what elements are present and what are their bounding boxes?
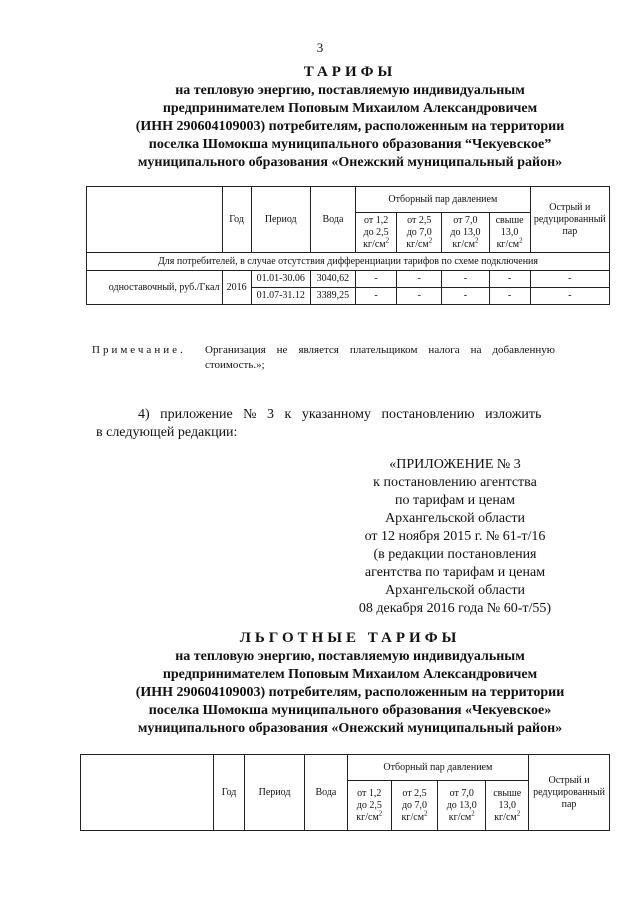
cell-period: 01.07-31.12 bbox=[251, 288, 310, 305]
header-year: Год bbox=[214, 755, 245, 831]
note-label: Примечание. bbox=[92, 344, 186, 356]
appendix-line: (в редакции постановления bbox=[373, 547, 537, 562]
appendix-line: от 12 ноября 2015 г. № 61-т/16 bbox=[364, 529, 546, 544]
header-sharp-steam bbox=[530, 187, 609, 253]
cell-steam2: - bbox=[397, 288, 442, 305]
header-period: Период bbox=[244, 755, 304, 831]
appendix-line: Архангельской области bbox=[385, 511, 525, 526]
paragraph-line: 4) приложение № 3 к указанному постановлению изложить bbox=[138, 407, 542, 422]
header-steam-col1: от 1,2 до 2,5 $кг/см^2$ bbox=[347, 781, 391, 831]
cell-period: 01.01-30.06 bbox=[251, 271, 310, 288]
subtitle-line: муниципального образования «Онежский муниципальный район» bbox=[137, 155, 563, 170]
header-period: Период bbox=[251, 187, 310, 253]
cell-steam1: - bbox=[356, 288, 397, 305]
header-steam-col3: от 7,0 до 13,0 $кг/см^2$ bbox=[438, 781, 486, 831]
table-row bbox=[87, 271, 610, 288]
tariffs-title: ТАРИФЫ bbox=[303, 64, 397, 80]
paragraph-line: в следующей редакции: bbox=[96, 425, 238, 440]
cell-steam4: - bbox=[489, 288, 530, 305]
preferential-tariffs-subtitle bbox=[80, 648, 620, 738]
header-sharp-steam bbox=[529, 755, 610, 831]
tariffs-subtitle bbox=[80, 82, 620, 172]
appendix-line: «ПРИЛОЖЕНИЕ № 3 bbox=[389, 457, 521, 472]
subtitle-line: муниципального образования «Онежский муниципальный район» bbox=[137, 721, 563, 736]
header-steam-col3: от 7,0 до 13,0 $кг/см^2$ bbox=[442, 213, 489, 253]
header-steam-group: Отборный пар давлением bbox=[347, 755, 528, 781]
cell-steam3: - bbox=[442, 288, 489, 305]
header-steam-col2: от 2,5 до 7,0 $кг/см^2$ bbox=[397, 213, 442, 253]
cell-sharp: - bbox=[530, 271, 609, 288]
preferential-tariffs-title: ЛЬГОТНЫЕ ТАРИФЫ bbox=[239, 630, 461, 646]
header-empty bbox=[81, 755, 214, 831]
header-steam-col4: свыше 13,0 $кг/см^2$ bbox=[486, 781, 529, 831]
cell-sharp: - bbox=[530, 288, 609, 305]
subtitle-line: предпринимателем Поповым Михаилом Александровичем bbox=[162, 667, 538, 682]
cell-water: 3389,25 bbox=[310, 288, 355, 305]
cell-steam4: - bbox=[489, 271, 530, 288]
header-steam-col2: от 2,5 до 7,0 $кг/см^2$ bbox=[391, 781, 437, 831]
header-sharp-line: редуцированный bbox=[533, 786, 605, 798]
appendix-header bbox=[330, 456, 580, 618]
appendix-line: 08 декабря 2016 года № 60-т/55) bbox=[358, 601, 552, 616]
subtitle-line: поселка Шомокша муниципального образования “Чекуевское” bbox=[148, 137, 552, 152]
header-sharp-line: пар bbox=[561, 798, 577, 810]
header-year: Год bbox=[222, 187, 251, 253]
note-text-cont: стоимость.»; bbox=[205, 359, 265, 371]
header-water: Вода bbox=[310, 187, 355, 253]
header-steam-col4: свыше 13,0 $кг/см^2$ bbox=[489, 213, 530, 253]
subtitle-line: (ИНН 290604109003) потребителям, расположенным на территории bbox=[135, 685, 565, 700]
appendix-line: по тарифам и ценам bbox=[395, 493, 515, 508]
row-year: 2016 bbox=[222, 271, 251, 305]
header-sharp-line: редуцированный bbox=[533, 213, 606, 225]
cell-steam1: - bbox=[356, 271, 397, 288]
note-text: Организация не является плательщиком налога на добавленную bbox=[205, 344, 555, 356]
appendix-line: Архангельской области bbox=[385, 583, 525, 598]
header-empty bbox=[87, 187, 223, 253]
page-number: 3 bbox=[316, 40, 324, 55]
row-label: одноставочный, руб./Гкал bbox=[87, 271, 223, 305]
subtitle-line: на тепловую энергию, поставляемую индивидуальным bbox=[175, 649, 525, 664]
appendix-line: к постановлению агентства bbox=[373, 475, 537, 490]
subtitle-line: на тепловую энергию, поставляемую индивидуальным bbox=[175, 83, 525, 98]
subtitle-line: (ИНН 290604109003) потребителям, расположенным на территории bbox=[135, 119, 565, 134]
header-steam-group: Отборный пар давлением bbox=[356, 187, 531, 213]
header-steam-col1: от 1,2 до 2,5 $кг/см^2$ bbox=[356, 213, 397, 253]
cell-water: 3040,62 bbox=[310, 271, 355, 288]
group-row: Для потребителей, в случае отсутствия дифференциации тарифов по схеме подключения bbox=[87, 253, 610, 271]
header-sharp-line: пар bbox=[562, 225, 578, 237]
header-sharp-line: Острый и bbox=[548, 774, 590, 786]
cell-steam3: - bbox=[442, 271, 489, 288]
header-water: Вода bbox=[305, 755, 348, 831]
preferential-tariff-table bbox=[80, 754, 610, 831]
appendix-line: агентства по тарифам и ценам bbox=[364, 565, 546, 580]
subtitle-line: предпринимателем Поповым Михаилом Александровичем bbox=[162, 101, 538, 116]
cell-steam2: - bbox=[397, 271, 442, 288]
subtitle-line: поселка Шомокша муниципального образования «Чекуевское» bbox=[148, 703, 552, 718]
header-sharp-line: Острый и bbox=[549, 201, 591, 213]
tariff-table bbox=[86, 186, 610, 305]
